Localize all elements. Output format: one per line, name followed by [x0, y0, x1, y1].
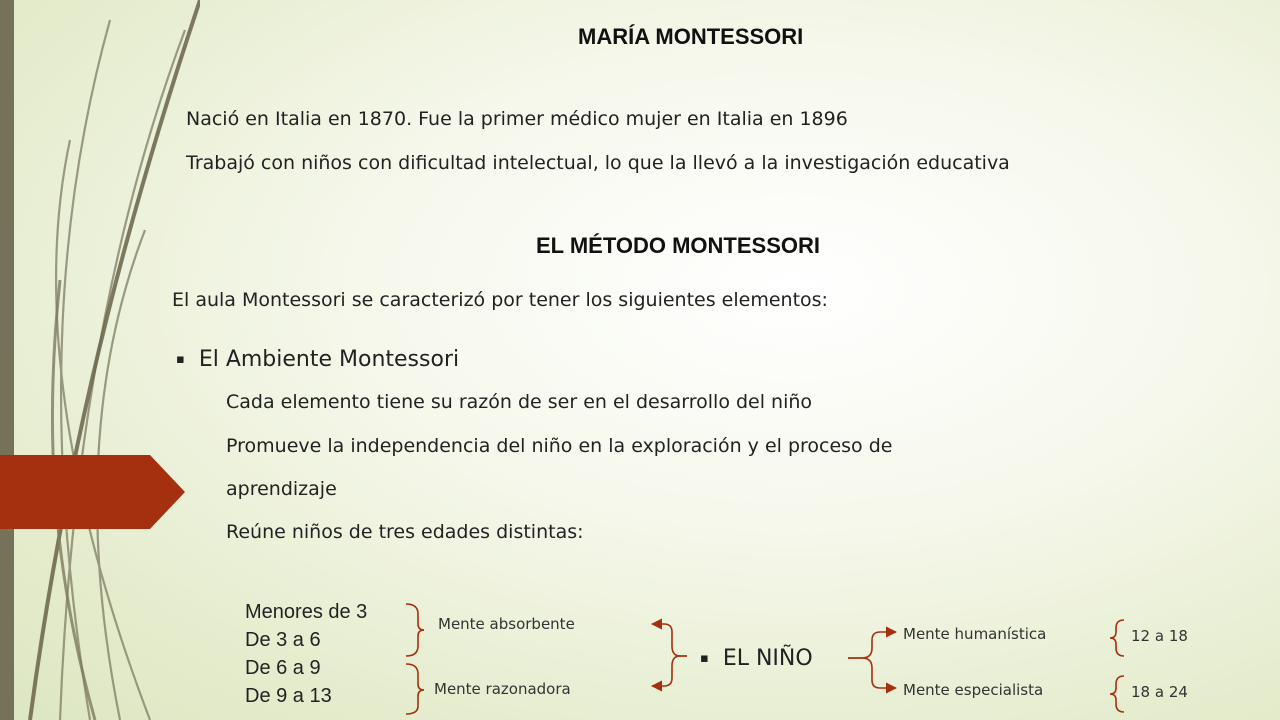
mind-absorbent-label: Mente absorbente — [438, 615, 575, 633]
brace-range-2 — [1110, 676, 1124, 712]
bullet-square-icon: ▪ — [176, 352, 185, 367]
red-accent-tab — [0, 455, 185, 529]
connector-to-specialist — [848, 658, 896, 688]
mind-reasoning-label: Mente razonadora — [434, 680, 571, 698]
connector-to-absorbent — [652, 624, 687, 656]
center-node — [700, 646, 813, 671]
decorative-curves — [0, 0, 200, 720]
age-group-item: De 6 a 9 — [245, 657, 321, 679]
connector-to-humanistic — [848, 632, 896, 658]
mind-specialist-label: Mente especialista — [903, 681, 1044, 699]
intro-line-1: Nació en Italia en 1870. Fue la primer médico mujer en Italia en 1896 — [186, 108, 848, 130]
section-title: EL MÉTODO MONTESSORI — [536, 233, 820, 258]
slide-title: MARÍA MONTESSORI — [578, 24, 804, 49]
brace-ages-lower — [406, 664, 424, 714]
age-group-item: Menores de 3 — [245, 601, 368, 623]
bullet-line-2: Promueve la independencia del niño en la exploración y el proceso de — [226, 435, 893, 457]
bullet-square-icon: ▪ — [700, 651, 709, 666]
bullet-line-3: aprendizaje — [226, 478, 337, 500]
range-label-2: 18 a 24 — [1131, 683, 1188, 701]
bullet-item — [176, 347, 459, 372]
brace-range-1 — [1110, 620, 1124, 656]
range-label-1: 12 a 18 — [1131, 627, 1188, 645]
connector-to-reasoning — [652, 656, 687, 686]
mind-humanistic-label: Mente humanística — [903, 625, 1047, 643]
age-group-item: De 3 a 6 — [245, 629, 321, 651]
bullet-line-4: Reúne niños de tres edades distintas: — [226, 521, 584, 543]
brace-ages-upper — [406, 604, 424, 656]
section-intro: El aula Montessori se caracterizó por tener los siguientes elementos: — [172, 289, 828, 311]
age-groups-list — [245, 598, 367, 710]
center-label: EL NIÑO — [722, 646, 813, 671]
bullet-label: El Ambiente Montessori — [198, 347, 460, 372]
bullet-line-1: Cada elemento tiene su razón de ser en el desarrollo del niño — [226, 391, 813, 413]
age-group-item: De 9 a 13 — [245, 685, 332, 707]
intro-line-2: Trabajó con niños con dificultad intelectual, lo que la llevó a la investigación educativa — [186, 152, 1010, 174]
